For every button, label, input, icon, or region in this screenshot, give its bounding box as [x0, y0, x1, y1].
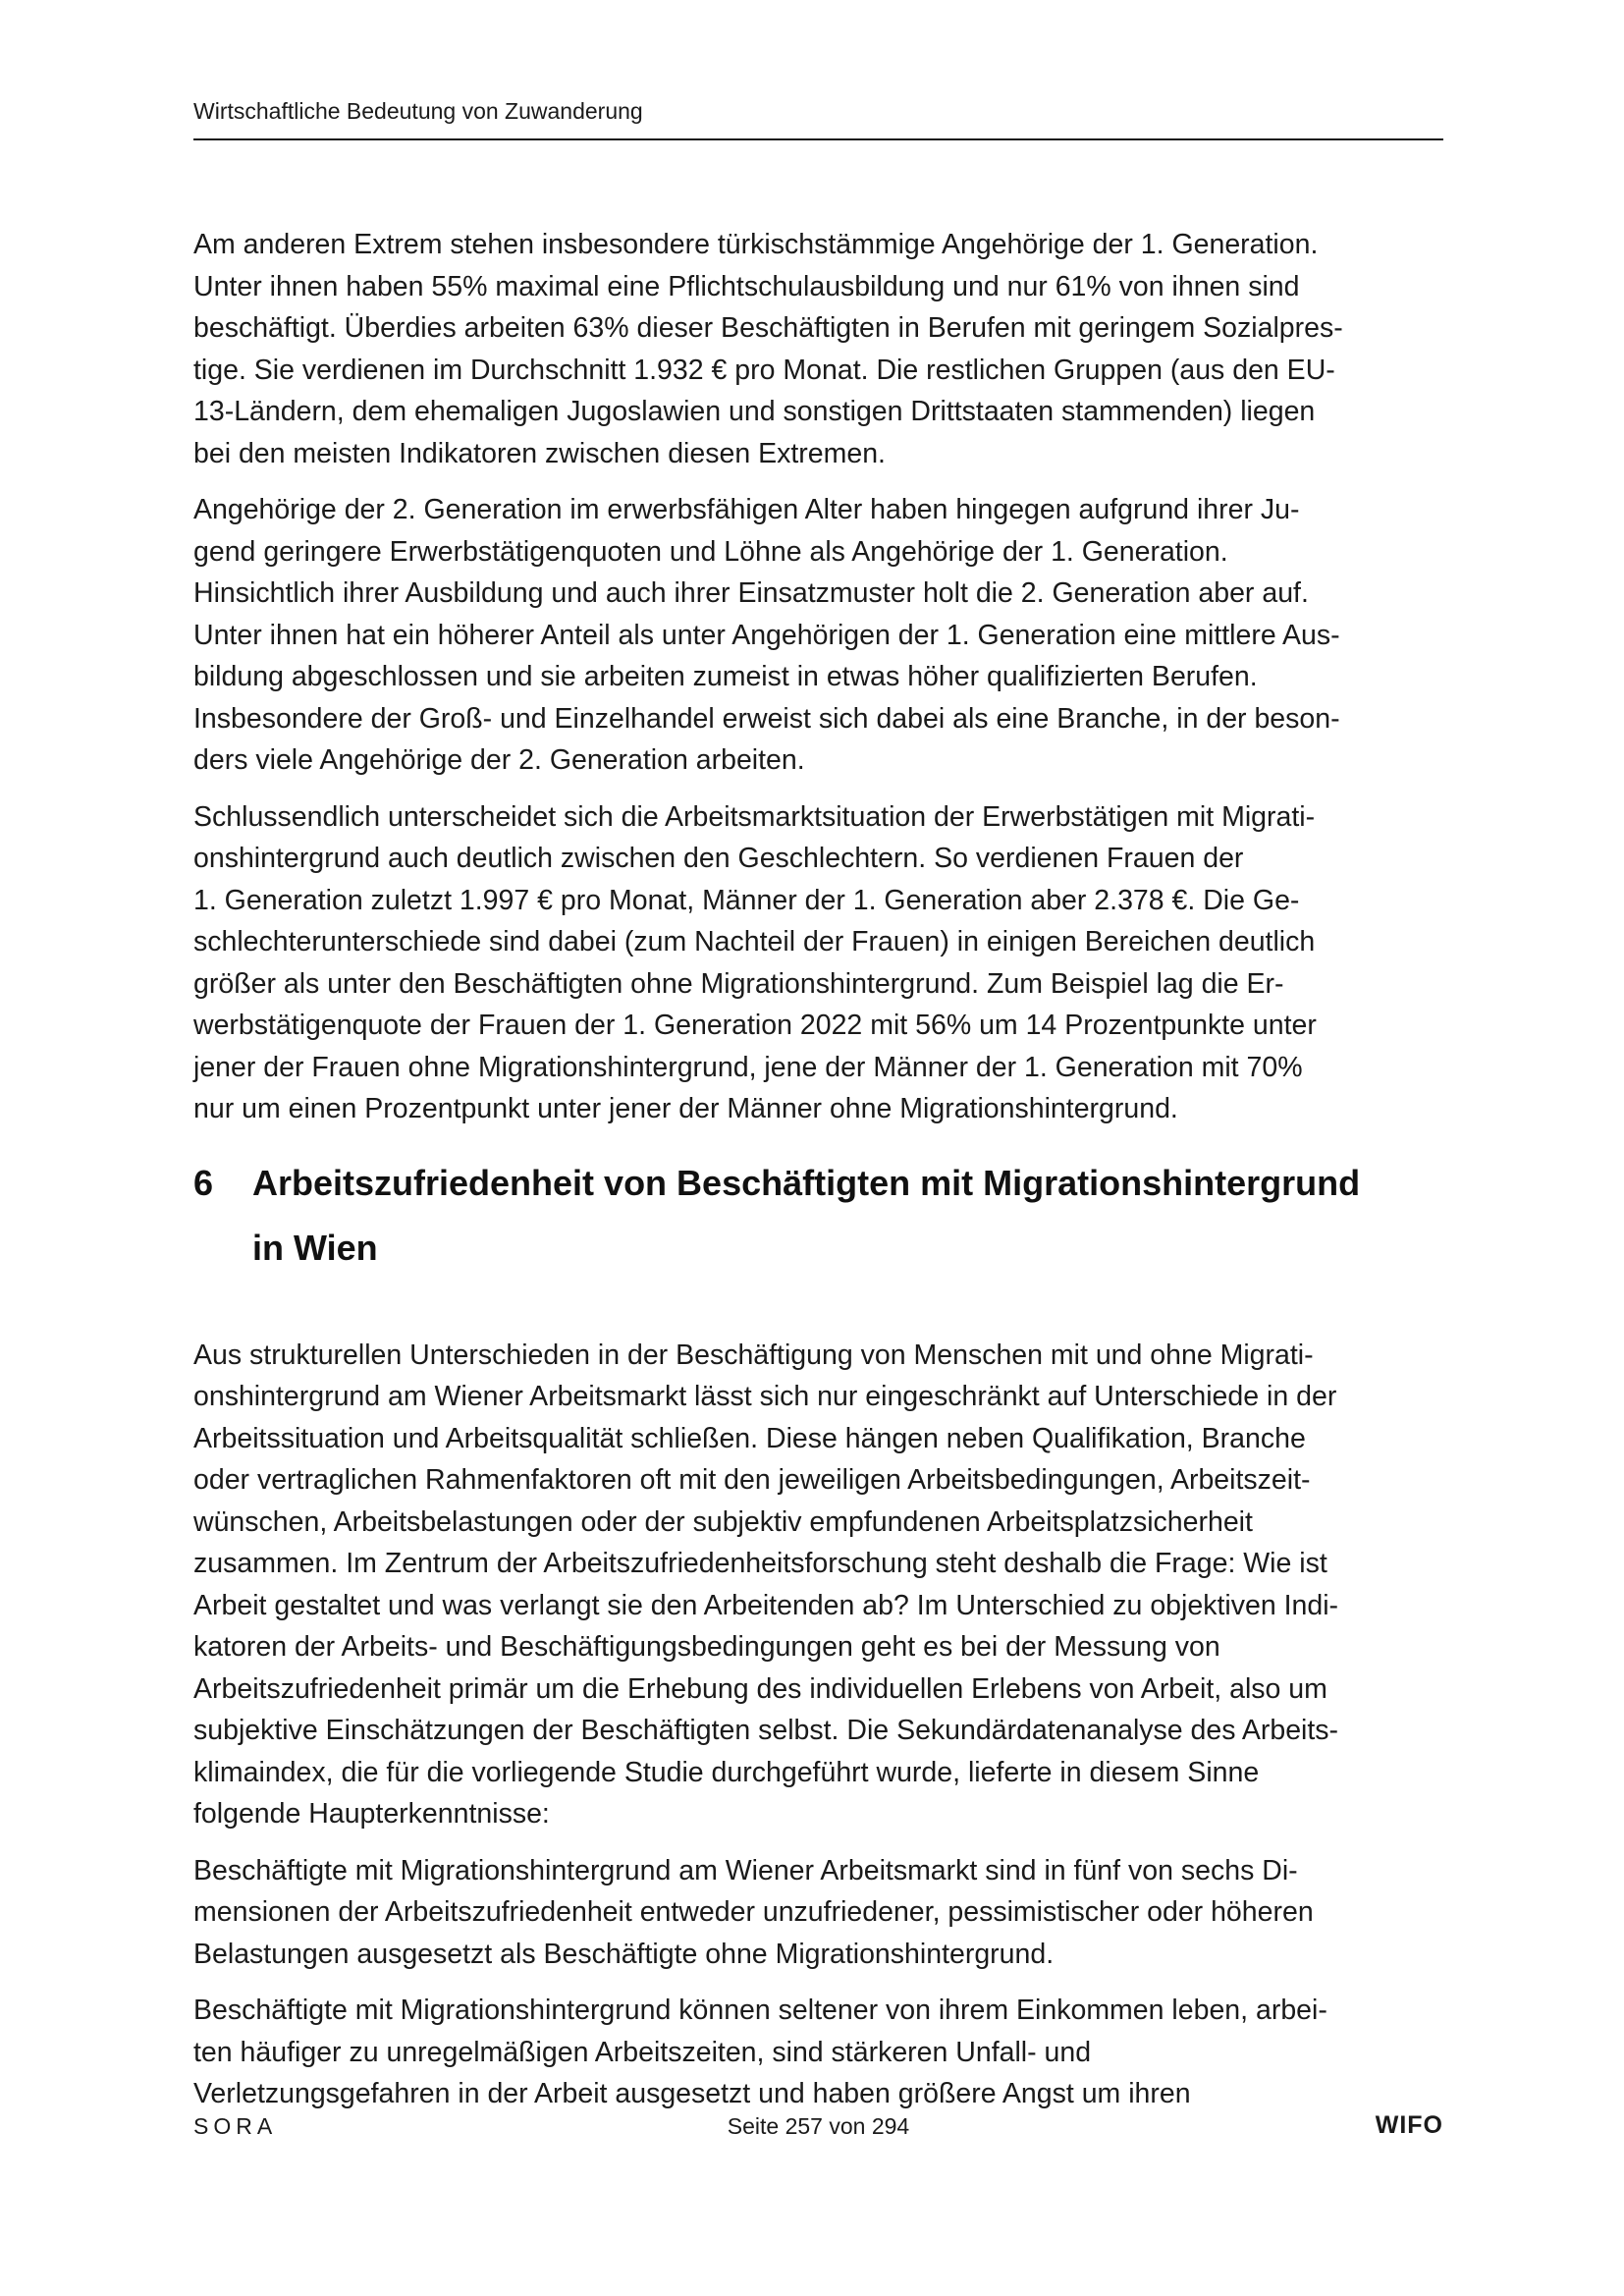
- page-number: Seite 257 von 294: [727, 2113, 910, 2139]
- page-content: [193, 224, 1443, 2130]
- page-footer: [193, 2109, 1443, 2149]
- page-header: [193, 96, 1443, 140]
- paragraph: Beschäftigte mit Migrationshintergrund können seltener von ihrem Einkommen leben, arbei- ten häufiger zu unregelmäßigen Arbeitszeiten, sind stärkeren Unfall- und Verletzungsgefahren in der Arbeit ausgesetzt und haben größere Angst um ihren: [193, 1995, 1327, 2109]
- paragraph: Beschäftigte mit Migrationshintergrund am Wiener Arbeitsmarkt sind in fünf von sechs Di- mensionen der Arbeitszufriedenheit entweder unzufriedener, pessimistischer oder höheren Belastungen ausgesetzt als Beschäftigte ohne Migrationshintergrund.: [193, 1854, 1314, 1970]
- paragraph: Aus strukturellen Unterschieden in der Beschäftigung von Menschen mit und ohne Migrati- onshintergrund am Wiener Arbeitsmarkt lässt sich nur eingeschränkt auf Unterschiede in der Arbeitssituation und Arbeitsqualität schließen. Diese hängen neben Qualifikation, Branche oder vertraglichen Rahmenfaktoren oft mit den jeweiligen Arbeitsbedingungen, Arbeitszeit- wünschen, Arbeitsbelastungen oder der subjektiv empfundenen Arbeitsplatzsicherheit zusammen. Im Zentrum der Arbeitszufriedenheitsforschung steht deshalb die Frage: Wie ist Arbeit gestaltet und was verlangt sie den Arbeitenden ab? Im Unterschied zu objektiven Indi- katoren der Arbeits- und Beschäftigungsbedingungen geht es bei der Messung von Arbeitszufriedenheit primär um die Erhebung des individuellen Erlebens von Arbeit, also um subjektive Einschätzungen der Beschäftigten selbst. Die Sekundärdatenanalyse des Arbeits- klimaindex, die für die vorliegende Studie durchgeführt wurde, lieferte in diesem Sinne folgende Haupterkenntnisse:: [193, 1339, 1339, 1830]
- paragraph: Angehörige der 2. Generation im erwerbsfähigen Alter haben hingegen aufgrund ihrer Ju- gend geringere Erwerbstätigenquoten und Löhne als Angehörige der 1. Generation. Hinsichtlich ihrer Ausbildung und auch ihrer Einsatzmuster holt die 2. Generation aber auf. Unter ihnen hat ein höherer Anteil als unter Angehörigen der 1. Generation eine mittlere Aus- bildung abgeschlossen und sie arbeiten zumeist in etwas höher qualifizierten Berufen. Insbesondere der Groß- und Einzelhandel erweist sich dabei als eine Branche, in der beson- ders viele Angehörige der 2. Generation arbeiten.: [193, 494, 1340, 776]
- wifo-logo: WIFO: [1375, 2111, 1443, 2139]
- running-title: Wirtschaftliche Bedeutung von Zuwanderung: [193, 98, 643, 124]
- sora-logo: SORA: [193, 2113, 278, 2139]
- section-heading: [193, 1151, 1443, 1281]
- section-number: 6: [193, 1162, 214, 1203]
- paragraph: Schlussendlich unterscheidet sich die Arbeitsmarktsituation der Erwerbstätigen mit Migrati- onshintergrund auch deutlich zwischen den Geschlechtern. So verdienen Frauen der 1. Generation zuletzt 1.997 € pro Monat, Männer der 1. Generation aber 2.378 €. Die Ge- schlechterunterschiede sind dabei (zum Nachteil der Frauen) in einigen Bereichen deutlich größer als unter den Beschäftigten ohne Migrationshintergrund. Zum Beispiel lag die Er- werbstätigenquote der Frauen der 1. Generation 2022 mit 56% um 14 Prozentpunkte unter jener der Frauen ohne Migrationshintergrund, jene der Männer der 1. Generation mit 70% nur um einen Prozentpunkt unter jener der Männer ohne Migrationshintergrund.: [193, 800, 1317, 1124]
- paragraph: Am anderen Extrem stehen insbesondere türkischstämmige Angehörige der 1. Generation. Unter ihnen haben 55% maximal eine Pflichtschulausbildung und nur 61% von ihnen sind beschäftigt. Überdies arbeiten 63% dieser Beschäftigten in Berufen mit geringem Sozialpres- tige. Sie verdienen im Durchschnitt 1.932 € pro Monat. Die restlichen Gruppen (aus den EU- 13-Ländern, dem ehemaligen Jugoslawien und sonstigen Drittstaaten stammenden) liegen bei den meisten Indikatoren zwischen diesen Extremen.: [193, 229, 1343, 469]
- section-title: Arbeitszufriedenheit von Beschäftigten mit Migrationshintergrund in Wien: [252, 1162, 1361, 1268]
